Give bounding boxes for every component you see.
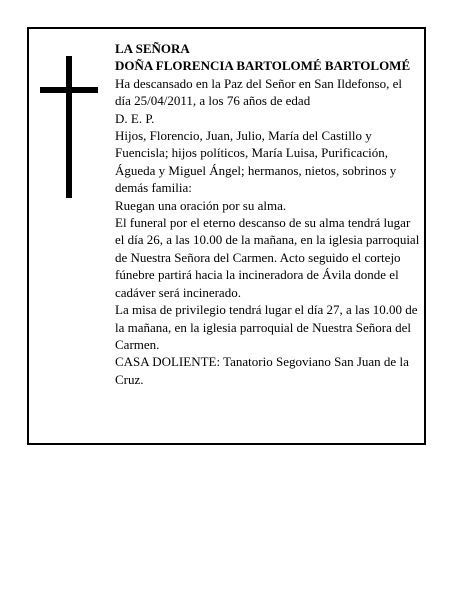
family-list: Hijos, Florencio, Juan, Julio, María del Castillo y Fuencisla; hijos políticos, María Luisa, Purificación, Águeda y Miguel Ángel; hermanos, nietos, sobrinos y demás familia: [115, 128, 397, 196]
deceased-name: DOÑA FLORENCIA BARTOLOMÉ BARTOLOMÉ [115, 58, 411, 74]
mass-details: La misa de privilegio tendrá lugar el día 27, a las 10.00 de la mañana, en la iglesia parroquial de Nuestra Señora del Carmen. [115, 302, 418, 352]
mourning-house: CASA DOLIENTE: Tanatorio Segoviano San Juan de la Cruz. [115, 354, 409, 387]
notice-heading: LA SEÑORA [115, 41, 190, 56]
obituary-notice [27, 27, 426, 445]
rest-in-peace: D. E. P. [115, 110, 155, 126]
funeral-details: El funeral por el eterno descanso de su alma tendrá lugar el día 26, a las 10.00 de la mañana, en la iglesia parroquial de Nuestra Señora del Carmen. Acto seguido el cortejo fúnebre partirá hacia la incineradora de Ávila donde el cadáver será incinerado. [115, 215, 420, 300]
prayer-request: Ruegan una oración por su alma. [115, 197, 287, 213]
cross-horizontal-bar [40, 87, 98, 93]
death-announcement: Ha descansado en la Paz del Señor en San Ildefonso, el día 25/04/2011, a los 76 años de edad [115, 75, 402, 109]
cross-icon [40, 56, 98, 198]
cross-vertical-bar [66, 56, 72, 198]
notice-text [115, 40, 421, 388]
